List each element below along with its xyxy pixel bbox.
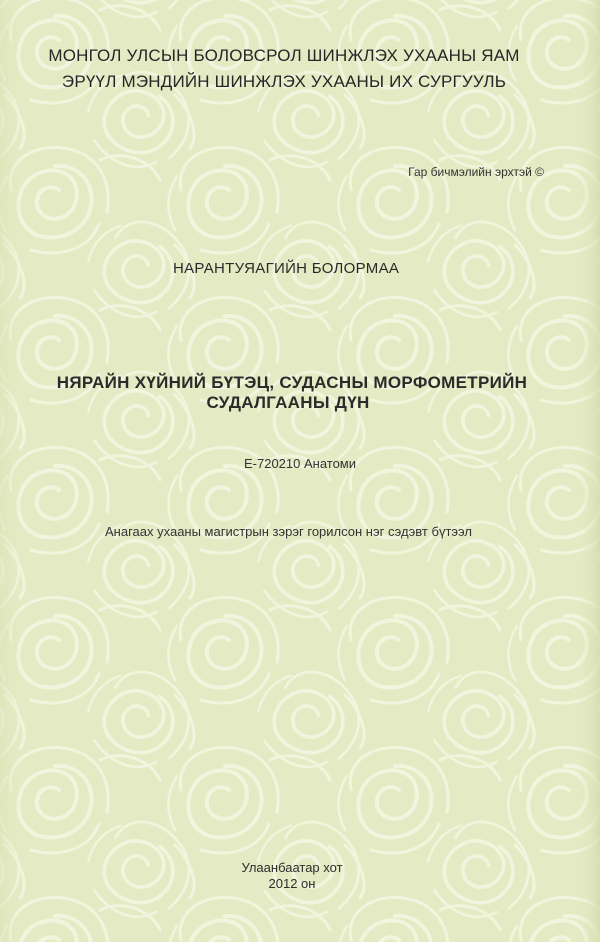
ministry-name: МОНГОЛ УЛСЫН БОЛОВСРОЛ ШИНЖЛЭХ УХААНЫ ЯАМ [48,46,520,65]
specialty-code: Е-720210 Анатоми [243,456,357,471]
city-name: Улаанбаатар хот [241,860,343,875]
publication-year: 2012 он [268,876,316,891]
thesis-title-line-1: НЯРАЙН ХҮЙНИЙ БҮТЭЦ, СУДАСНЫ МОРФОМЕТРИЙН [56,373,528,392]
copyright-note: Гар бичмэлийн эрхтэй © [408,165,544,179]
thesis-title-line-2: СУДАЛГААНЫ ДҮН [206,393,370,412]
author-name: НАРАНТУЯАГИЙН БОЛОРМАА [173,260,400,277]
degree-statement: Анагаах ухааны магистрын зэрэг горилсон нэг сэдэвт бүтээл [105,524,472,539]
university-name: ЭРҮҮЛ МЭНДИЙН ШИНЖЛЭХ УХААНЫ ИХ СУРГУУЛЬ [61,72,507,91]
